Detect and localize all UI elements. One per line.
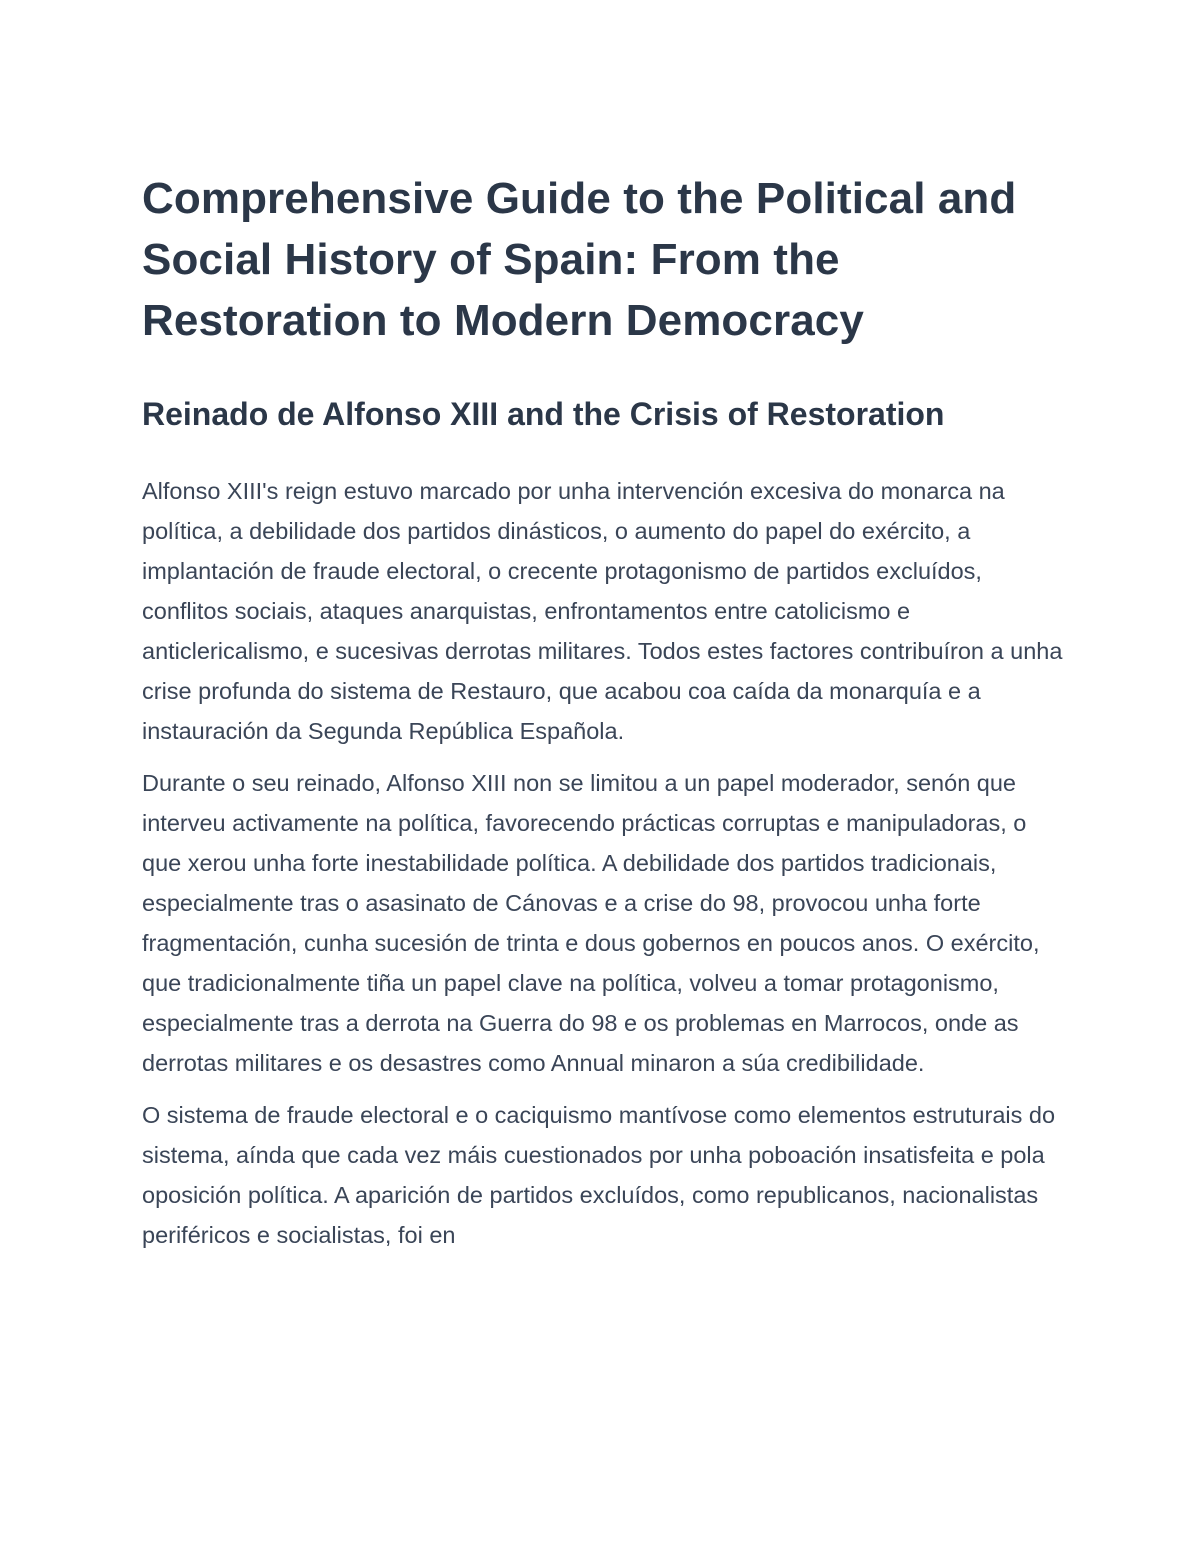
section-heading: Reinado de Alfonso XIII and the Crisis of Restoration (142, 396, 945, 432)
paragraph-3: O sistema de fraude electoral e o caciquismo mantívose como elementos estruturais do sistema, aínda que cada vez máis cuestionados por unha poboación insatisfeita e pola oposición política. A aparición de partidos excluídos, como republicanos, nacionalistas periféricos e socialistas, foi en (142, 1102, 1056, 1248)
paragraph-2: Durante o seu reinado, Alfonso XIII non se limitou a un papel moderador, senón que interveu activamente na política, favorecendo prácticas corruptas e manipuladoras, o que xerou unha forte inestabilidade política. A debilidade dos partidos tradicionais, especialmente tras o asasinato de Cánovas e a crise do 98, provocou unha forte fragmentación, cunha sucesión de trinta e dous gobernos en poucos anos. O exército, que tradicionalmente tiña un papel clave na política, volveu a tomar protagonismo, especialmente tras a derrota na Guerra do 98 e os problemas en Marrocos, onde as derrotas militares e os desastres como Annual minaron a súa credibilidade. (142, 770, 1040, 1076)
document-page (142, 168, 1072, 1255)
paragraph-1: Alfonso XIII's reign estuvo marcado por unha intervención excesiva do monarca na política, a debilidade dos partidos dinásticos, o aumento do papel do exército, a implantación de fraude electoral, o crecente protagonismo de partidos excluídos, conflitos sociais, ataques anarquistas, enfrontamentos entre catolicismo e anticlericalismo, e sucesivas derrotas militares. Todos estes factores contribuíron a unha crise profunda do sistema de Restauro, que acabou coa caída da monarquía e a instauración da Segunda República Española. (142, 478, 1063, 744)
document-title: Comprehensive Guide to the Political and Social History of Spain: From the Restoration to Modern Democracy (142, 174, 1017, 345)
